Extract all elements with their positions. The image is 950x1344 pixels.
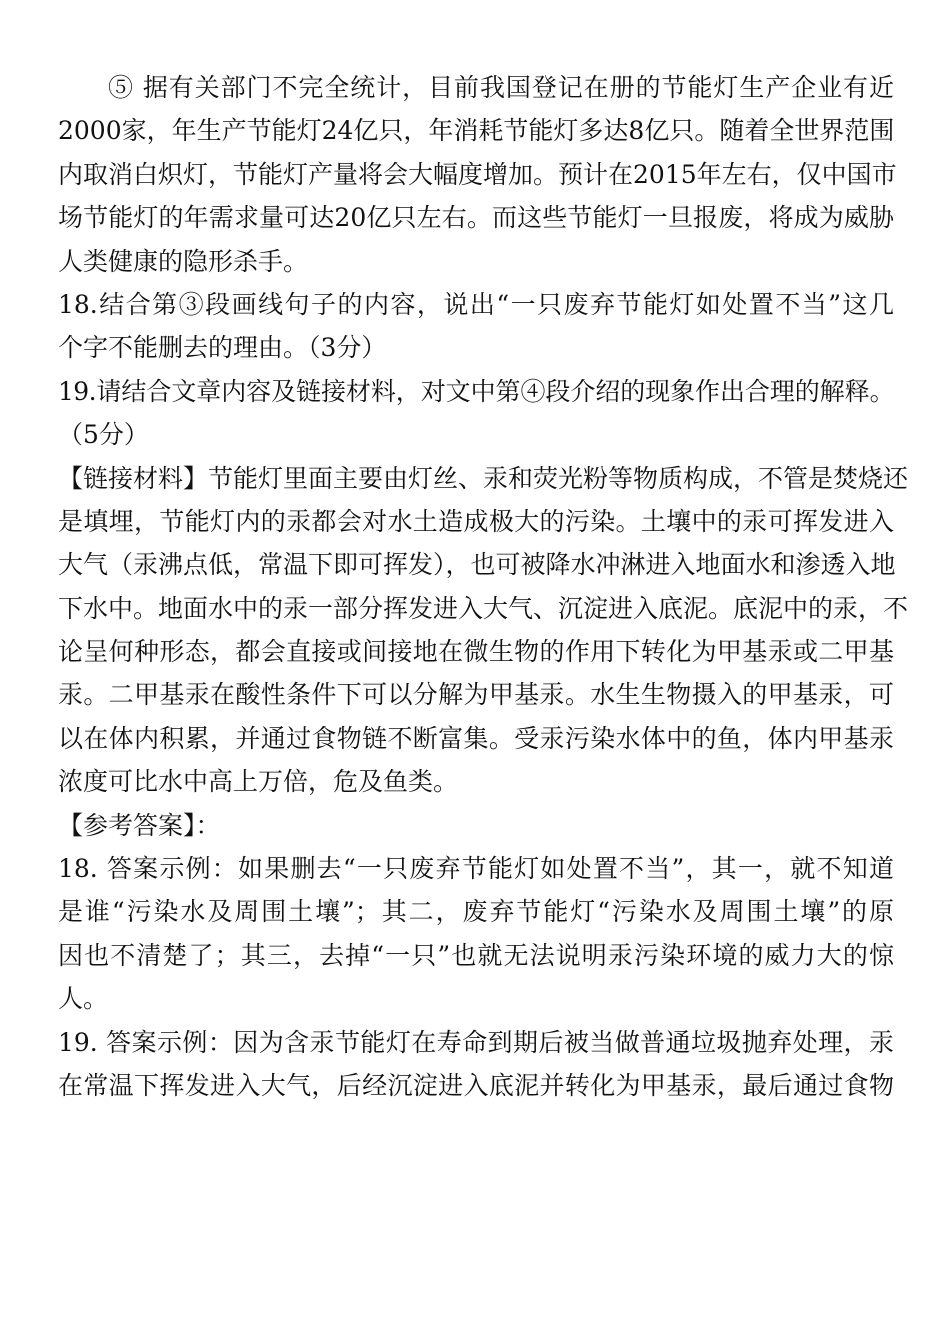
reference-answer-heading: 【参考答案】： [58,810,221,840]
paragraph-5 [58,66,897,283]
question-19-line: （5分） [58,420,149,450]
paragraph-5-line: 2000家，年生产节能灯24亿只，年消耗节能灯多达8亿只。随着全世界范围 [58,116,895,146]
link-material [58,457,909,804]
answer-19-line: 在常温下挥发进入大气，后经沉淀进入底泥并转化为甲基汞，最后通过食物 [58,1070,894,1100]
question-19 [58,370,894,457]
question-18 [58,283,894,370]
link-material-line: 下水中。地面水中的汞一部分挥发进入大气、沉淀进入底泥。底泥中的汞，不 [58,593,909,623]
answer-19 [58,1021,894,1108]
paragraph-5-line: 内取消白炽灯，节能灯产量将会大幅度增加。预计在2015年左右，仅中国市 [58,159,897,189]
link-material-line: 【链接材料】节能灯里面主要由灯丝、汞和荧光粉等物质构成，不管是焚烧还 [58,463,909,493]
answer-18-line: 是谁“污染水及周围土壤”；其二，废弃节能灯“污染水及周围土壤”的原 [58,897,894,927]
question-18-line: 18.结合第③段画线句子的内容，说出“一只废弃节能灯如处置不当”这几 [58,289,894,319]
link-material-line: 浓度可比水中高上万倍，危及鱼类。 [58,767,459,797]
answer-18-line: 因也不清楚了；其三，去掉“一只”也就无法说明汞污染环境的威力大的惊 [58,940,894,970]
link-material-line: 论呈何种形态，都会直接或间接地在微生物的作用下转化为甲基汞或二甲基 [58,637,894,667]
link-material-line: 是填埋，节能灯内的汞都会对水土造成极大的污染。土壤中的汞可挥发进入 [58,506,894,536]
paragraph-5-line: 场节能灯的年需求量可达20亿只左右。而这些节能灯一旦报废，将成为威胁 [58,203,894,233]
question-19-line: 19.请结合文章内容及链接材料，对文中第④段介绍的现象作出合理的解释。 [58,376,894,406]
answer-19-line: 19. 答案示例：因为含汞节能灯在寿命到期后被当做普通垃圾抛弃处理，汞 [58,1027,894,1057]
link-material-line: 汞。二甲基汞在酸性条件下可以分解为甲基汞。水生生物摄入的甲基汞，可 [58,680,894,710]
link-material-line: 以在体内积累，并通过食物链不断富集。受汞污染水体中的鱼，体内甲基汞 [58,723,894,753]
link-material-line: 大气（汞沸点低，常温下即可挥发），也可被降水冲淋进入地面水和渗透入地 [58,550,896,580]
paragraph-5-line: 人类健康的隐形杀手。 [58,246,309,276]
document-page [58,66,909,1107]
paragraph-5-line: ⑤ 据有关部门不完全统计，目前我国登记在册的节能灯生产企业有近 [108,73,894,102]
answer-18-line: 18. 答案示例：如果删去“一只废弃节能灯如处置不当”，其一，就不知道 [58,854,894,884]
question-18-line: 个字不能删去的理由。（3分） [58,333,387,363]
answer-18 [58,847,894,1021]
answer-18-line: 人。 [58,984,109,1014]
